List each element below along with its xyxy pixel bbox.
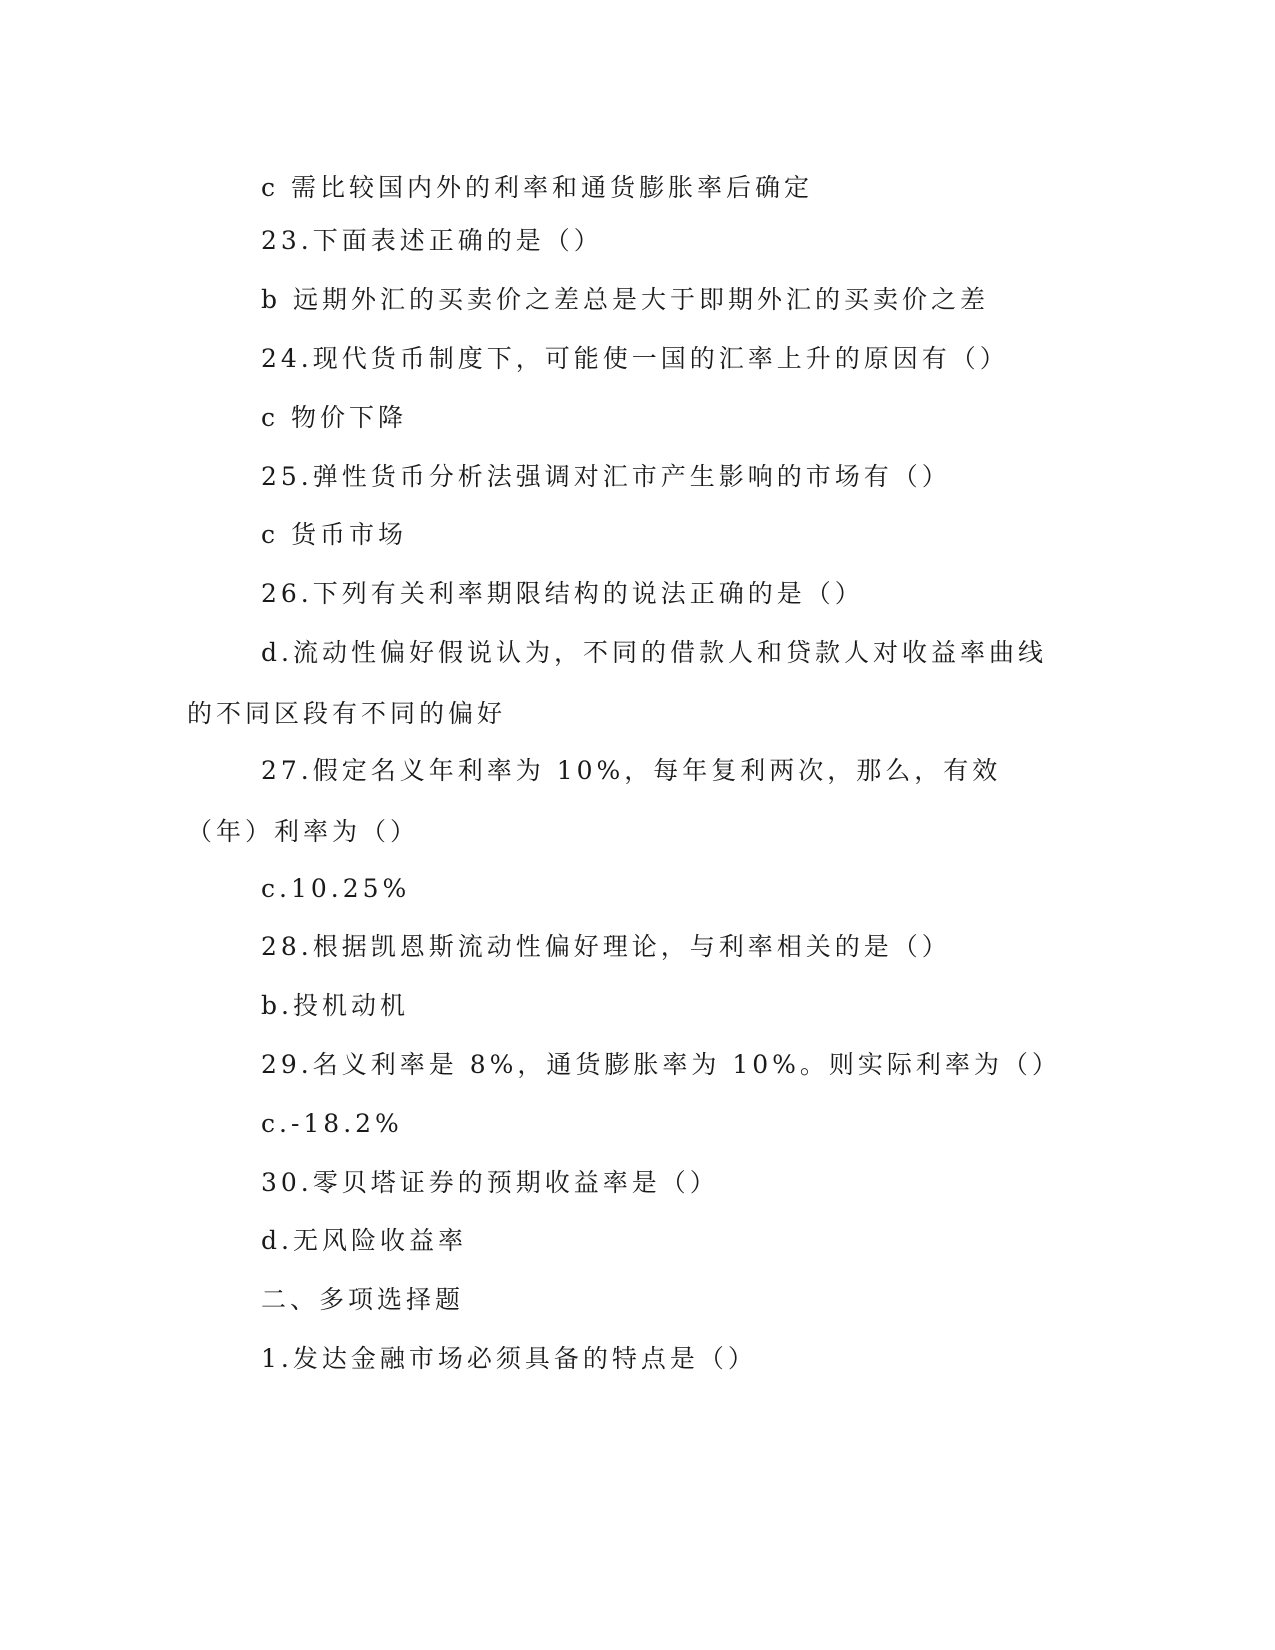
answer-line: c 物价下降 xyxy=(261,403,407,432)
question-line: 25.弹性货币分析法强调对汇市产生影响的市场有（） xyxy=(261,462,951,491)
question-line: 26.下列有关利率期限结构的说法正确的是（） xyxy=(261,579,864,608)
answer-line: c.-18.2% xyxy=(261,1109,403,1138)
answer-line: d.无风险收益率 xyxy=(261,1226,467,1255)
answer-line: b.投机动机 xyxy=(261,991,409,1020)
question-line: 29.名义利率是 8%，通货膨胀率为 10%。则实际利率为（） xyxy=(261,1050,1061,1079)
question-line: 24.现代货币制度下，可能使一国的汇率上升的原因有（） xyxy=(261,344,1009,373)
question-line: 30.零贝塔证券的预期收益率是（） xyxy=(261,1168,719,1197)
answer-line: b 远期外汇的买卖价之差总是大于即期外汇的买卖价之差 xyxy=(261,285,989,314)
question-line: 1.发达金融市场必须具备的特点是（） xyxy=(261,1344,757,1373)
answer-line: c 需比较国内外的利率和通货膨胀率后确定 xyxy=(261,173,813,202)
question-line: 23.下面表述正确的是（） xyxy=(261,226,603,255)
answer-paragraph: d.流动性偏好假说认为，不同的借款人和贷款人对收益率曲线的不同区段有不同的偏好 xyxy=(187,638,1047,728)
answer-line: c.10.25% xyxy=(261,874,411,903)
question-line: 28.根据凯恩斯流动性偏好理论，与利率相关的是（） xyxy=(261,932,951,961)
section-heading: 二、多项选择题 xyxy=(261,1285,465,1314)
answer-line: c 货币市场 xyxy=(261,520,407,549)
question-paragraph: 27.假定名义年利率为 10%，每年复利两次，那么，有效（年）利率为（） xyxy=(187,756,1002,846)
